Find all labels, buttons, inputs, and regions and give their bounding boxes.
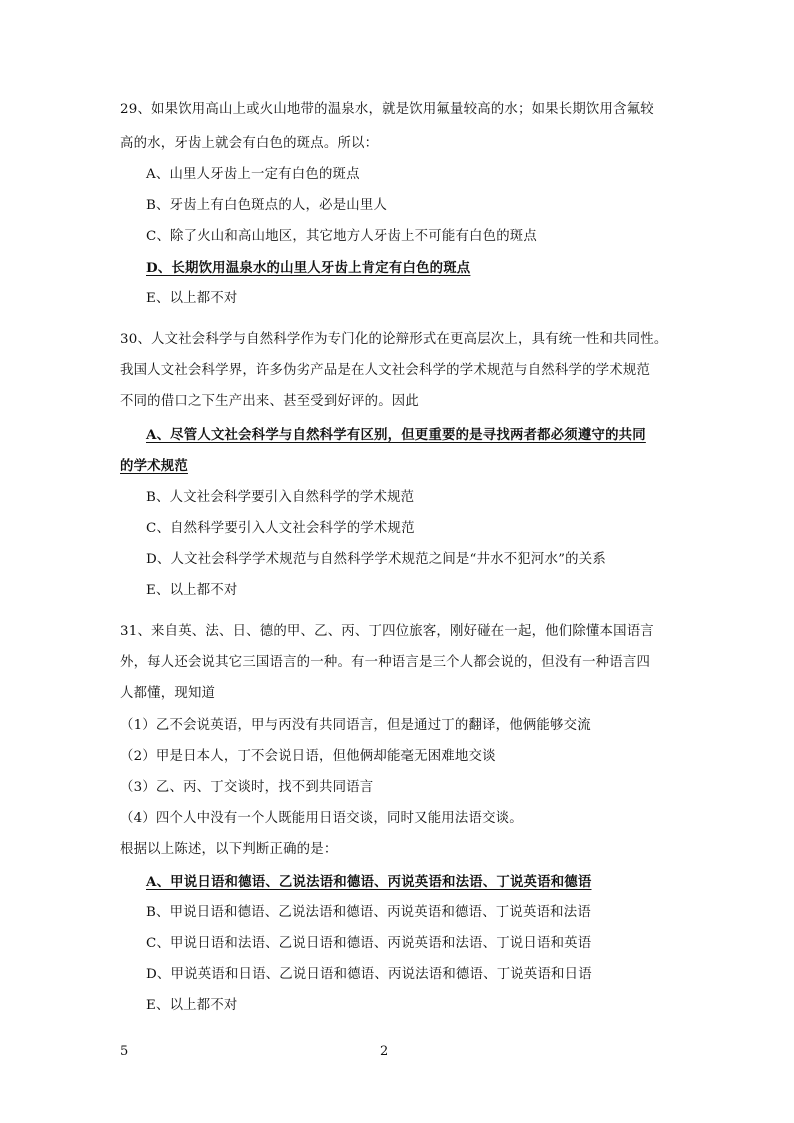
q30-option-e: E、以上都不对 <box>146 583 238 598</box>
q29-option-a: A、山里人牙齿上一定有白色的斑点 <box>146 167 360 182</box>
q31-condition-1: （1）乙不会说英语，甲与丙没有共同语言，但是通过丁的翻译，他俩能够交流 <box>120 718 591 733</box>
q31-option-c: C、甲说日语和法语、乙说日语和德语、丙说英语和法语、丁说日语和英语 <box>146 936 592 951</box>
q31-option-b: B、甲说日语和德语、乙说法语和德语、丙说英语和德语、丁说英语和法语 <box>146 905 591 920</box>
q31-prompt: 根据以上陈述，以下判断正确的是： <box>120 842 338 857</box>
q31-condition-3: （3）乙、丙、丁交谈时，找不到共同语言 <box>120 780 374 795</box>
q31-stem-line1: 31、来自英、法、日、德的甲、乙、丙、丁四位旅客，刚好碰在一起，他们除懂本国语言 <box>120 624 654 639</box>
q31-option-e: E、以上都不对 <box>146 998 238 1013</box>
q29-stem-line1: 29、如果饮用高山上或火山地带的温泉水，就是饮用氟量较高的水；如果长期饮用含氟较 <box>120 102 654 117</box>
q30-option-a-answer-line1: A、尽管人文社会科学与自然科学有区别，但更重要的是寻找两者都必须遵守的共同 <box>146 427 646 443</box>
q30-option-a-answer-line2: 的学术规范 <box>120 458 188 474</box>
q30-option-d: D、人文社会科学学术规范与自然科学学术规范之间是“井水不犯河水”的关系 <box>146 552 606 567</box>
q30-stem-line2: 我国人文社会科学界，许多伪劣产品是在人文社会科学的学术规范与自然科学的学术规范 <box>120 363 651 378</box>
q29-option-c: C、除了火山和高山地区，其它地方人牙齿上不可能有白色的斑点 <box>146 229 537 244</box>
footer-left-number: 5 <box>120 1044 129 1059</box>
q31-option-d: D、甲说英语和日语、乙说日语和德语、丙说法语和德语、丁说英语和日语 <box>146 967 592 982</box>
q30-option-b: B、人文社会科学要引入自然科学的学术规范 <box>146 490 415 505</box>
q29-option-e: E、以上都不对 <box>146 291 238 306</box>
q31-stem-line2: 外，每人还会说其它三国语言的一种。有一种语言是三个人都会说的，但没有一种语言四 <box>120 655 651 670</box>
q30-option-c: C、自然科学要引入人文社会科学的学术规范 <box>146 521 415 536</box>
page-number: 2 <box>380 1044 389 1059</box>
q29-option-d-answer: D、长期饮用温泉水的山里人牙齿上肯定有白色的斑点 <box>146 260 471 276</box>
q31-condition-4: （4）四个人中没有一个人既能用日语交谈，同时又能用法语交谈。 <box>120 811 523 826</box>
q31-option-a-answer: A、甲说日语和德语、乙说法语和德语、丙说英语和法语、丁说英语和德语 <box>146 874 592 890</box>
q30-stem-line3: 不同的借口之下生产出来、甚至受到好评的。因此 <box>120 394 419 409</box>
q31-condition-2: （2）甲是日本人，丁不会说日语，但他俩却能毫无困难地交谈 <box>120 749 496 764</box>
q29-option-b: B、牙齿上有白色斑点的人，必是山里人 <box>146 198 388 213</box>
q29-stem-line2: 高的水，牙齿上就会有白色的斑点。所以： <box>120 136 379 151</box>
q31-stem-line3: 人都懂，现知道 <box>120 686 216 701</box>
q30-stem-line1: 30、人文社会科学与自然科学作为专门化的论辩形式在更高层次上，具有统一性和共同性。 <box>120 332 668 347</box>
